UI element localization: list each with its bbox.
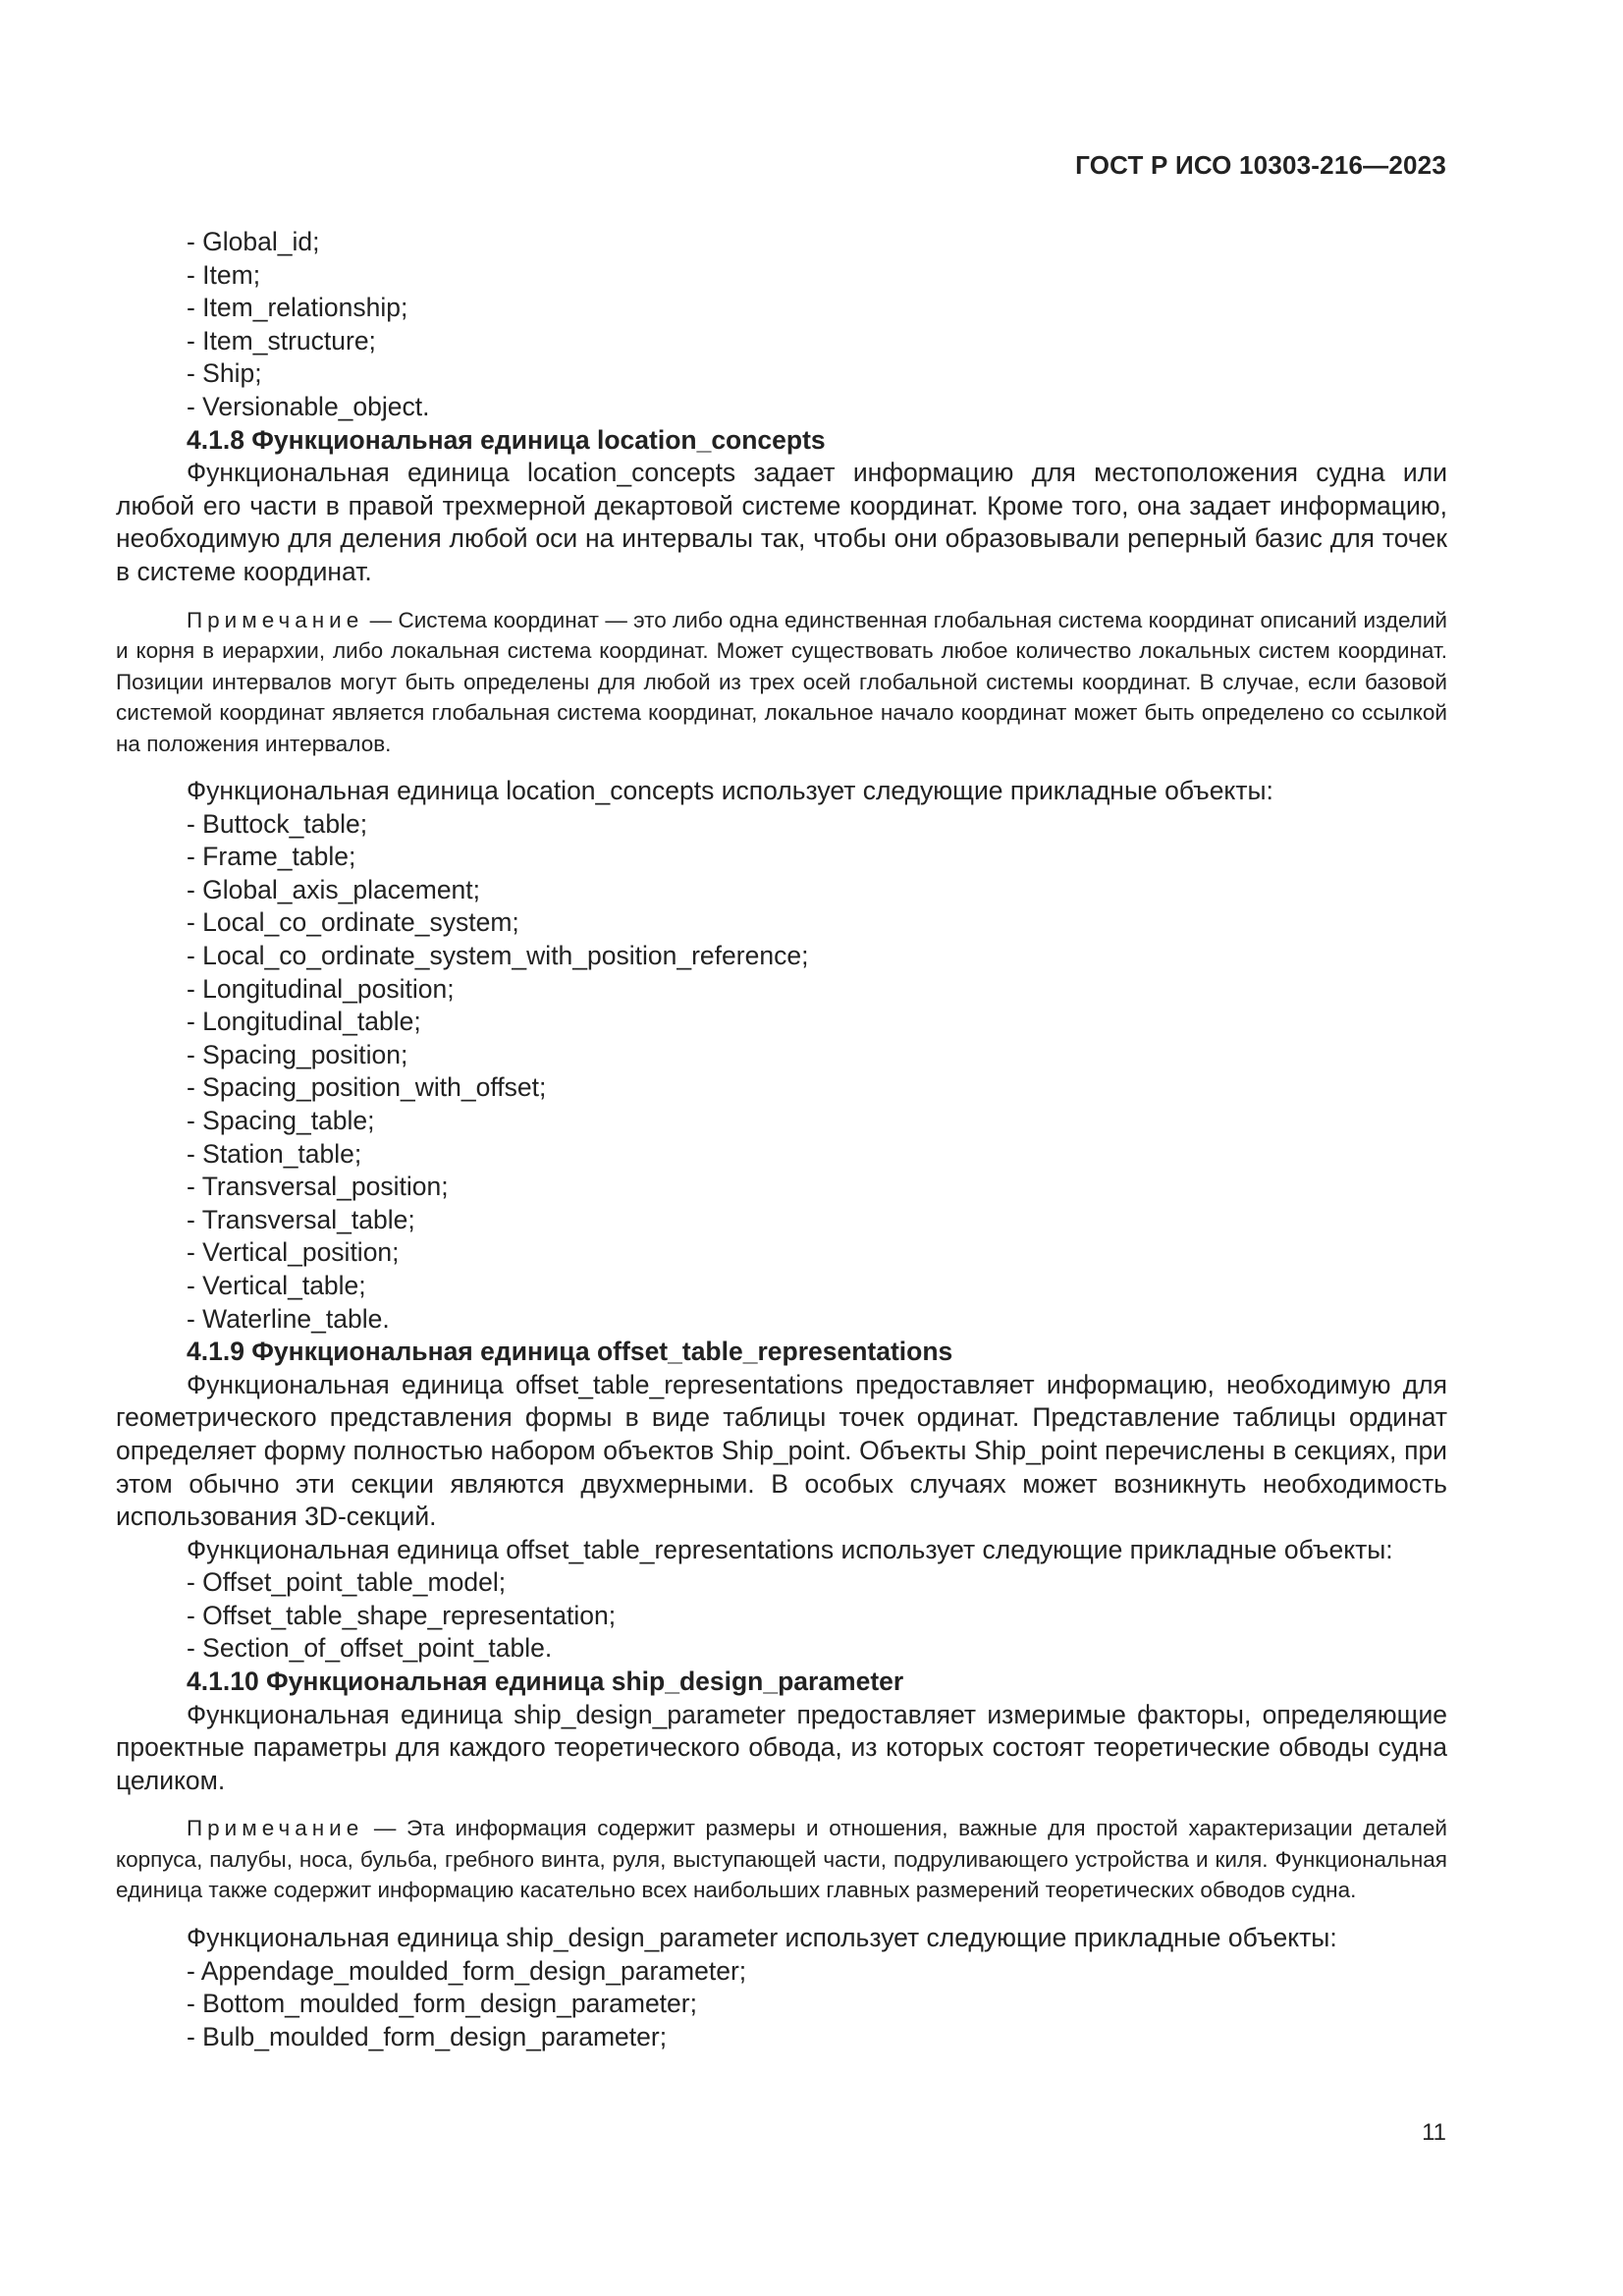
list-item: - Spacing_position; (187, 1039, 408, 1069)
section-heading-4-1-8: 4.1.8 Функциональная единица location_concepts (187, 424, 826, 455)
list-item: - Global_axis_placement; (187, 874, 481, 904)
note-label: Примечание (187, 607, 364, 632)
note (116, 1813, 1447, 1906)
list-item: - Waterline_table. (187, 1303, 390, 1334)
list-a (116, 226, 1447, 424)
list-location-concepts (116, 808, 1447, 1337)
list-item: - Local_co_ordinate_system; (187, 907, 519, 938)
list-item: - Longitudinal_table; (187, 1007, 421, 1037)
uses-paragraph: Функциональная единица ship_design_parameter использует следующие прикладные объекты: (187, 1922, 1337, 1952)
list-item: - Ship; (187, 358, 262, 389)
list-item: - Section_of_offset_point_table. (187, 1633, 553, 1664)
section-paragraph: Функциональная единица ship_design_parameter предоставляет измеримые факторы, определяющие проектные параметры для каждого теоретического обвода, из которых состоят теоретические обводы судна целиком. (116, 1699, 1447, 1795)
list-item: - Station_table; (187, 1138, 362, 1169)
list-item: - Bulb_moulded_form_design_parameter; (187, 2021, 668, 2051)
list-item: - Bottom_moulded_form_design_parameter; (187, 1989, 697, 2019)
list-ship-design (116, 1955, 1447, 2054)
list-item: - Item_relationship; (187, 293, 408, 323)
list-item: - Versionable_object. (187, 391, 430, 421)
list-item: - Global_id; (187, 227, 320, 256)
list-item: - Appendage_moulded_form_design_parameter; (187, 1955, 747, 1986)
list-item: - Spacing_table; (187, 1105, 375, 1135)
list-item: - Item_structure; (187, 325, 376, 355)
section-paragraph: Функциональная единица location_concepts задает информацию для местоположения судна или любой его части в правой трехмерной декартовой системе координат. Кроме того, она задает информацию, необходимую для деления любой оси на интервалы так, чтобы они образовывали реперный базис для точек в системе координат. (116, 458, 1447, 586)
uses-paragraph: Функциональная единица offset_table_representations использует следующие прикладные объекты: (187, 1534, 1393, 1564)
list-item: - Spacing_position_with_offset; (187, 1072, 547, 1103)
note-text: — Система координат — это либо одна единственная глобальная система координат описаний изделий и корня в иерархии, либо локальная система координат. Может существовать любое количество локальных систем координат. Позиции интервалов могут быть определены для любой из трех осей глобальной системы координат. В случае, если базовой системой координат является глобальная система координат, локальное начало координат может быть определено со ссылкой на положения интервалов. (116, 607, 1447, 756)
uses-paragraph: Функциональная единица location_concepts использует следующие прикладные объекты: (187, 776, 1273, 806)
list-item: - Local_co_ordinate_system_with_position_reference; (187, 941, 809, 970)
page-number: 11 (1422, 2119, 1446, 2146)
list-offset-table (116, 1566, 1447, 1666)
list-item: - Transversal_position; (187, 1172, 449, 1202)
list-item: - Vertical_table; (187, 1270, 366, 1300)
list-item: - Offset_point_table_model; (187, 1567, 507, 1598)
list-item: - Buttock_table; (187, 808, 368, 839)
list-item: - Vertical_position; (187, 1237, 400, 1268)
section-heading-4-1-10: 4.1.10 Функциональная единица ship_design_parameter (187, 1667, 904, 1697)
list-item: - Longitudinal_position; (187, 973, 455, 1004)
note-text: — Эта информация содержит размеры и отношения, важные для простой характеризации деталей корпуса, палубы, носа, бульба, гребного винта, руля, выступающей части, подруливающего устройства и киля. Функциональная единица также содержит информацию касательно всех наибольших главных размерений теоретических обводов судна. (116, 1816, 1447, 1903)
document-header: ГОСТ Р ИСО 10303-216—2023 (1075, 150, 1446, 180)
list-item: - Transversal_table; (187, 1204, 415, 1234)
list-item: - Offset_table_shape_representation; (187, 1600, 617, 1630)
page-content (116, 226, 1447, 2053)
note (116, 605, 1447, 760)
section-paragraph: Функциональная единица offset_table_representations предоставляет информацию, необходимую для геометрического представления формы в виде таблицы точек ординат. Представление таблицы ординат определяет форму полностью набором объектов Ship_point. Объекты Ship_point перечислены в секциях, при этом обычно эти секции являются двухмерными. В особых случаях может возникнуть необходимость использования 3D-секций. (116, 1369, 1447, 1532)
note-label: Примечание (187, 1816, 364, 1841)
section-heading-4-1-9: 4.1.9 Функциональная единица offset_table_representations (187, 1337, 953, 1367)
list-item: - Item; (187, 259, 261, 290)
list-item: - Frame_table; (187, 842, 356, 872)
